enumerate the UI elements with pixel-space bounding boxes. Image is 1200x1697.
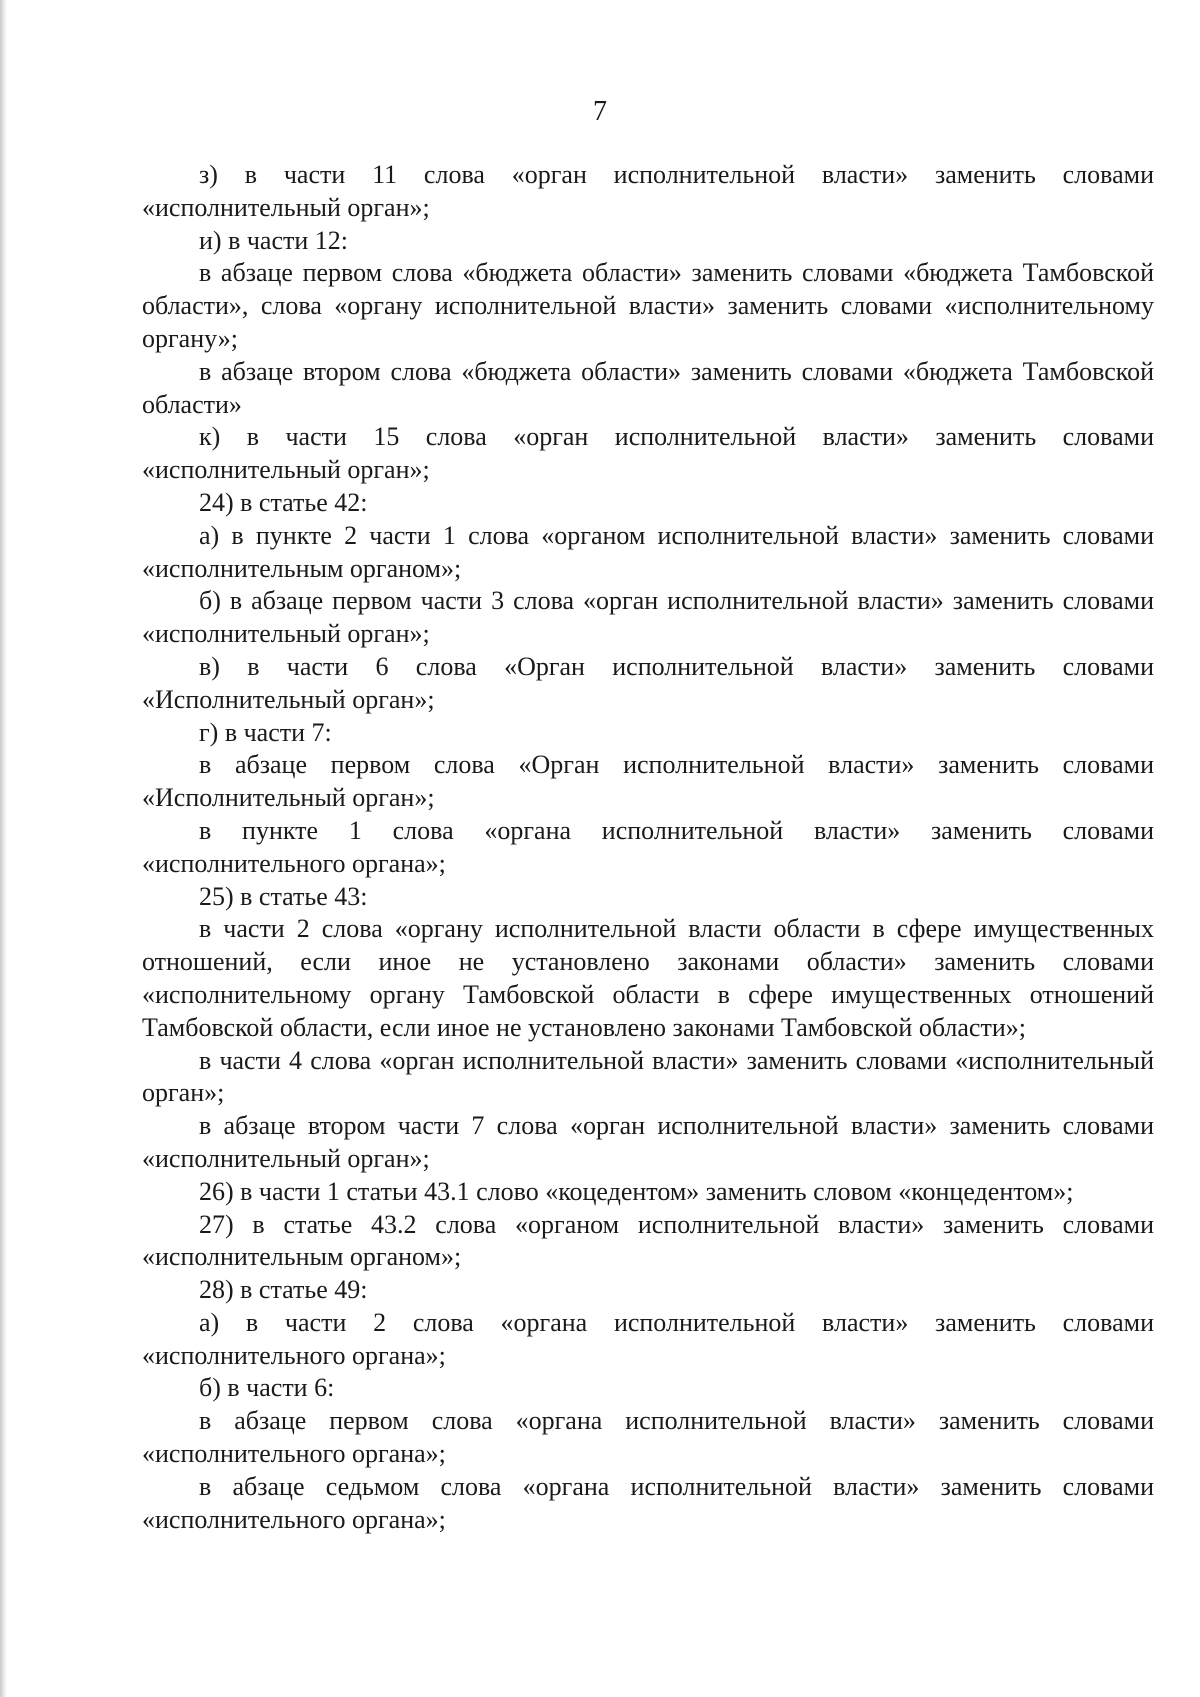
paragraph: а) в части 2 слова «органа исполнительной власти» заменить словами «исполнительного органа»; (142, 1307, 1154, 1370)
paragraph: 26) в части 1 статьи 43.1 слово «коцедентом» заменить словом «концедентом»; (199, 1176, 1074, 1206)
paragraph: в абзаце седьмом слова «органа исполнительной власти» заменить словами «исполнительного органа»; (142, 1471, 1154, 1534)
paragraph: в абзаце первом слова «Орган исполнительной власти» заменить словами «Исполнительный орган»; (142, 750, 1154, 813)
paragraph: 27) в статье 43.2 слова «органом исполнительной власти» заменить словами «исполнительным органом»; (142, 1209, 1154, 1272)
paragraph: а) в пункте 2 части 1 слова «органом исполнительной власти» заменить словами «исполнительным органом»; (142, 520, 1154, 583)
paragraph: в абзаце втором слова «бюджета области» заменить словами «бюджета Тамбовской области» (142, 356, 1154, 419)
page-number: 7 (593, 96, 607, 127)
paragraph: 28) в статье 49: (199, 1275, 368, 1305)
paragraph: и) в части 12: (199, 225, 349, 255)
paragraph: б) в абзаце первом части 3 слова «орган исполнительной власти» заменить словами «исполнительный орган»; (142, 586, 1154, 649)
paragraph: в части 2 слова «органу исполнительной власти области в сфере имущественных отношений, если иное не установлено законами области» заменить словами «исполнительному органу Тамбовской области в сфере имущественных отношений Тамбовской области, если иное не установлено законами Тамбовской области»; (142, 914, 1154, 1042)
paragraph: к) в части 15 слова «орган исполнительной власти» заменить словами «исполнительный орган»; (142, 422, 1154, 485)
scan-edge-shadow (0, 0, 7, 1697)
paragraph: б) в части 6: (199, 1373, 335, 1403)
document-body (142, 159, 1154, 1536)
paragraph: в пункте 1 слова «органа исполнительной власти» заменить словами «исполнительного органа»; (142, 815, 1154, 878)
paragraph: г) в части 7: (199, 717, 332, 747)
paragraph: 24) в статье 42: (199, 487, 368, 517)
paragraph: в абзаце первом слова «органа исполнительной власти» заменить словами «исполнительного органа»; (142, 1406, 1154, 1469)
paragraph: з) в части 11 слова «орган исполнительной власти» заменить словами «исполнительный орган»; (142, 160, 1154, 222)
paragraph: 25) в статье 43: (199, 881, 368, 911)
paragraph: в абзаце втором части 7 слова «орган исполнительной власти» заменить словами «исполнительный орган»; (142, 1111, 1154, 1173)
paragraph: в части 4 слова «орган исполнительной власти» заменить словами «исполнительный орган»; (142, 1045, 1154, 1108)
paragraph: в) в части 6 слова «Орган исполнительной власти» заменить словами «Исполнительный орган»; (142, 651, 1154, 714)
paragraph: в абзаце первом слова «бюджета области» заменить словами «бюджета Тамбовской области», слова «органу исполнительной власти» заменить словами «исполнительному органу»; (142, 258, 1154, 353)
